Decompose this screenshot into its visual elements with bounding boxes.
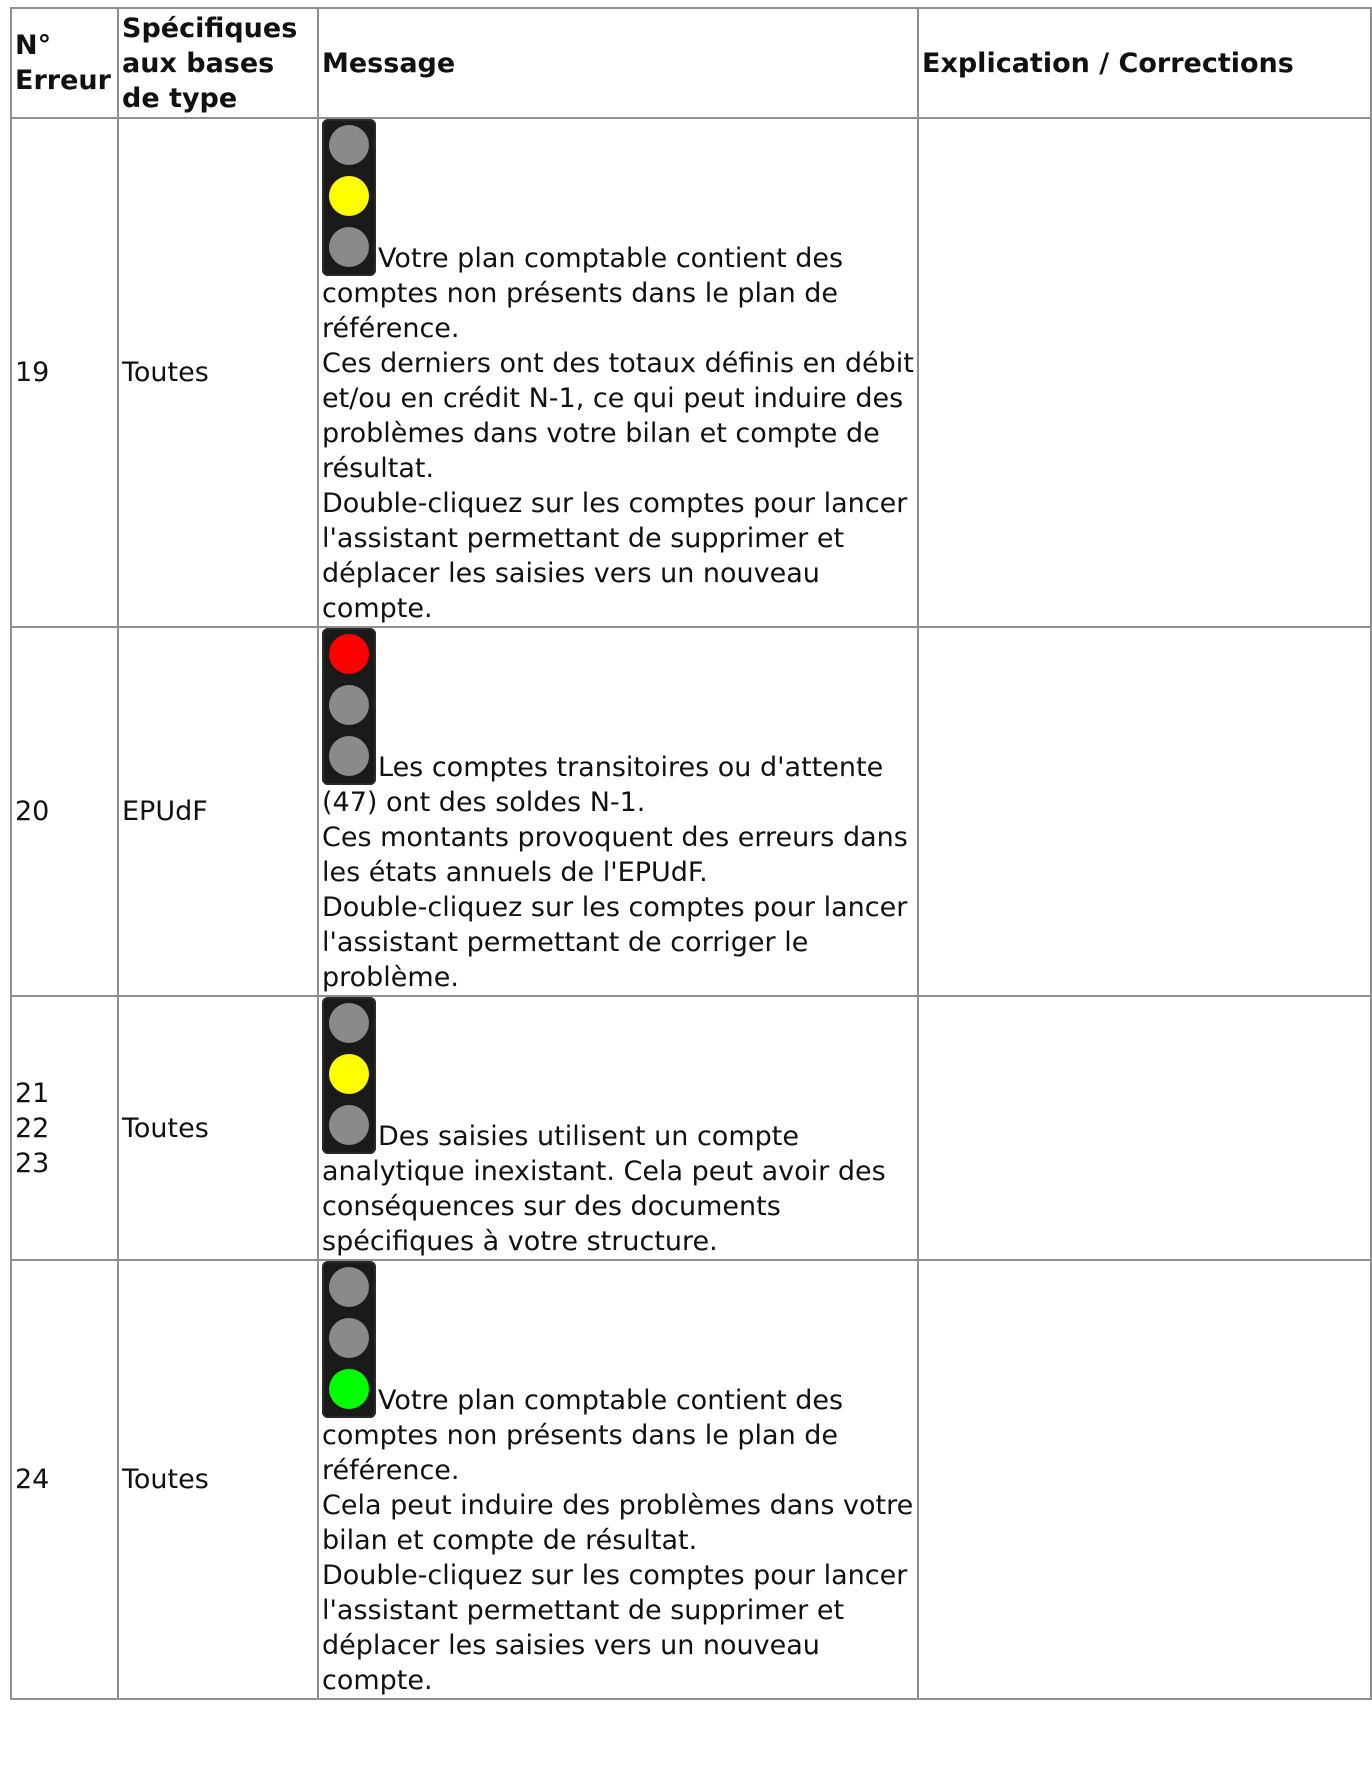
base-type-cell [118,1260,318,1699]
traffic-light-yellow-icon [322,997,376,1154]
message-first-line [322,628,914,820]
table-row [11,118,1371,627]
message-text: Double-cliquez sur les comptes pour lancer l'assistant permettant de corriger le problème. [322,892,908,993]
base-type: Toutes [122,1112,209,1144]
message-first-line [322,997,914,1259]
error-number-cell [11,1260,118,1699]
table-row [11,1260,1371,1699]
message-first-line [322,1261,914,1488]
message-text: Double-cliquez sur les comptes pour lancer l'assistant permettant de supprimer et déplacer les saisies vers un nouveau compte. [322,488,908,624]
light-bulb [329,1105,369,1145]
header-num-label: N° Erreur [15,30,111,96]
header-num [11,8,118,118]
header-explanation-label: Explication / Corrections [922,47,1294,79]
light-bulb [329,1054,369,1094]
message-text: Les comptes transitoires ou d'attente (47) ont des soldes N-1. [322,752,884,818]
light-bulb [329,1369,369,1409]
explanation-cell [918,996,1371,1260]
errors-table [10,7,1372,1700]
traffic-light-red-icon [322,628,376,785]
header-type-label: Spécifiques aux bases de type [122,12,298,114]
message-text: Double-cliquez sur les comptes pour lancer l'assistant permettant de supprimer et déplacer les saisies vers un nouveau compte. [322,1560,908,1696]
light-bulb [329,1267,369,1307]
message-cell [318,627,918,996]
message-text: Ces montants provoquent des erreurs dans les états annuels de l'EPUdF. [322,822,908,888]
base-type: Toutes [122,357,209,388]
explanation-cell [918,1260,1371,1699]
light-bulb [329,176,369,216]
table-row [11,996,1371,1260]
light-bulb [329,227,369,267]
base-type: Toutes [122,1464,209,1495]
message-text: Ces derniers ont des totaux définis en débit et/ou en crédit N-1, ce qui peut induire des problèmes dans votre bilan et compte de résultat. [322,348,914,484]
light-bulb [329,736,369,776]
message-cell [318,996,918,1260]
light-bulb [329,634,369,674]
message-cell [318,118,918,627]
base-type-cell [118,627,318,996]
traffic-light-yellow-icon [322,119,376,276]
explanation-cell [918,118,1371,627]
error-number: 23 [15,1147,50,1179]
error-number: 20 [15,796,50,827]
light-bulb [329,685,369,725]
message-text: Des saisies utilisent un compte analytique inexistant. Cela peut avoir des conséquences sur des documents spécifiques à votre structure. [322,1121,886,1257]
error-number: 24 [15,1464,50,1495]
error-number: 21 [15,1077,50,1109]
message-cell [318,1260,918,1699]
error-number-cell [11,627,118,996]
message-text: Votre plan comptable contient des comptes non présents dans le plan de référence. [322,1385,844,1486]
light-bulb [329,1318,369,1358]
message-first-line [322,119,914,346]
explanation-cell [918,627,1371,996]
header-row [11,8,1371,118]
header-explanation [918,8,1371,118]
light-bulb [329,125,369,165]
base-type-cell [118,118,318,627]
table-row [11,627,1371,996]
message-text: Votre plan comptable contient des comptes non présents dans le plan de référence. [322,243,844,344]
header-message [318,8,918,118]
header-message-label: Message [322,47,456,79]
error-number-cell [11,996,118,1260]
error-number: 19 [15,357,50,388]
message-text: Cela peut induire des problèmes dans votre bilan et compte de résultat. [322,1490,914,1556]
error-number-cell [11,118,118,627]
light-bulb [329,1003,369,1043]
header-type [118,8,318,118]
base-type-cell [118,996,318,1260]
traffic-light-green-icon [322,1261,376,1418]
error-number: 22 [15,1112,50,1144]
base-type: EPUdF [122,796,208,827]
